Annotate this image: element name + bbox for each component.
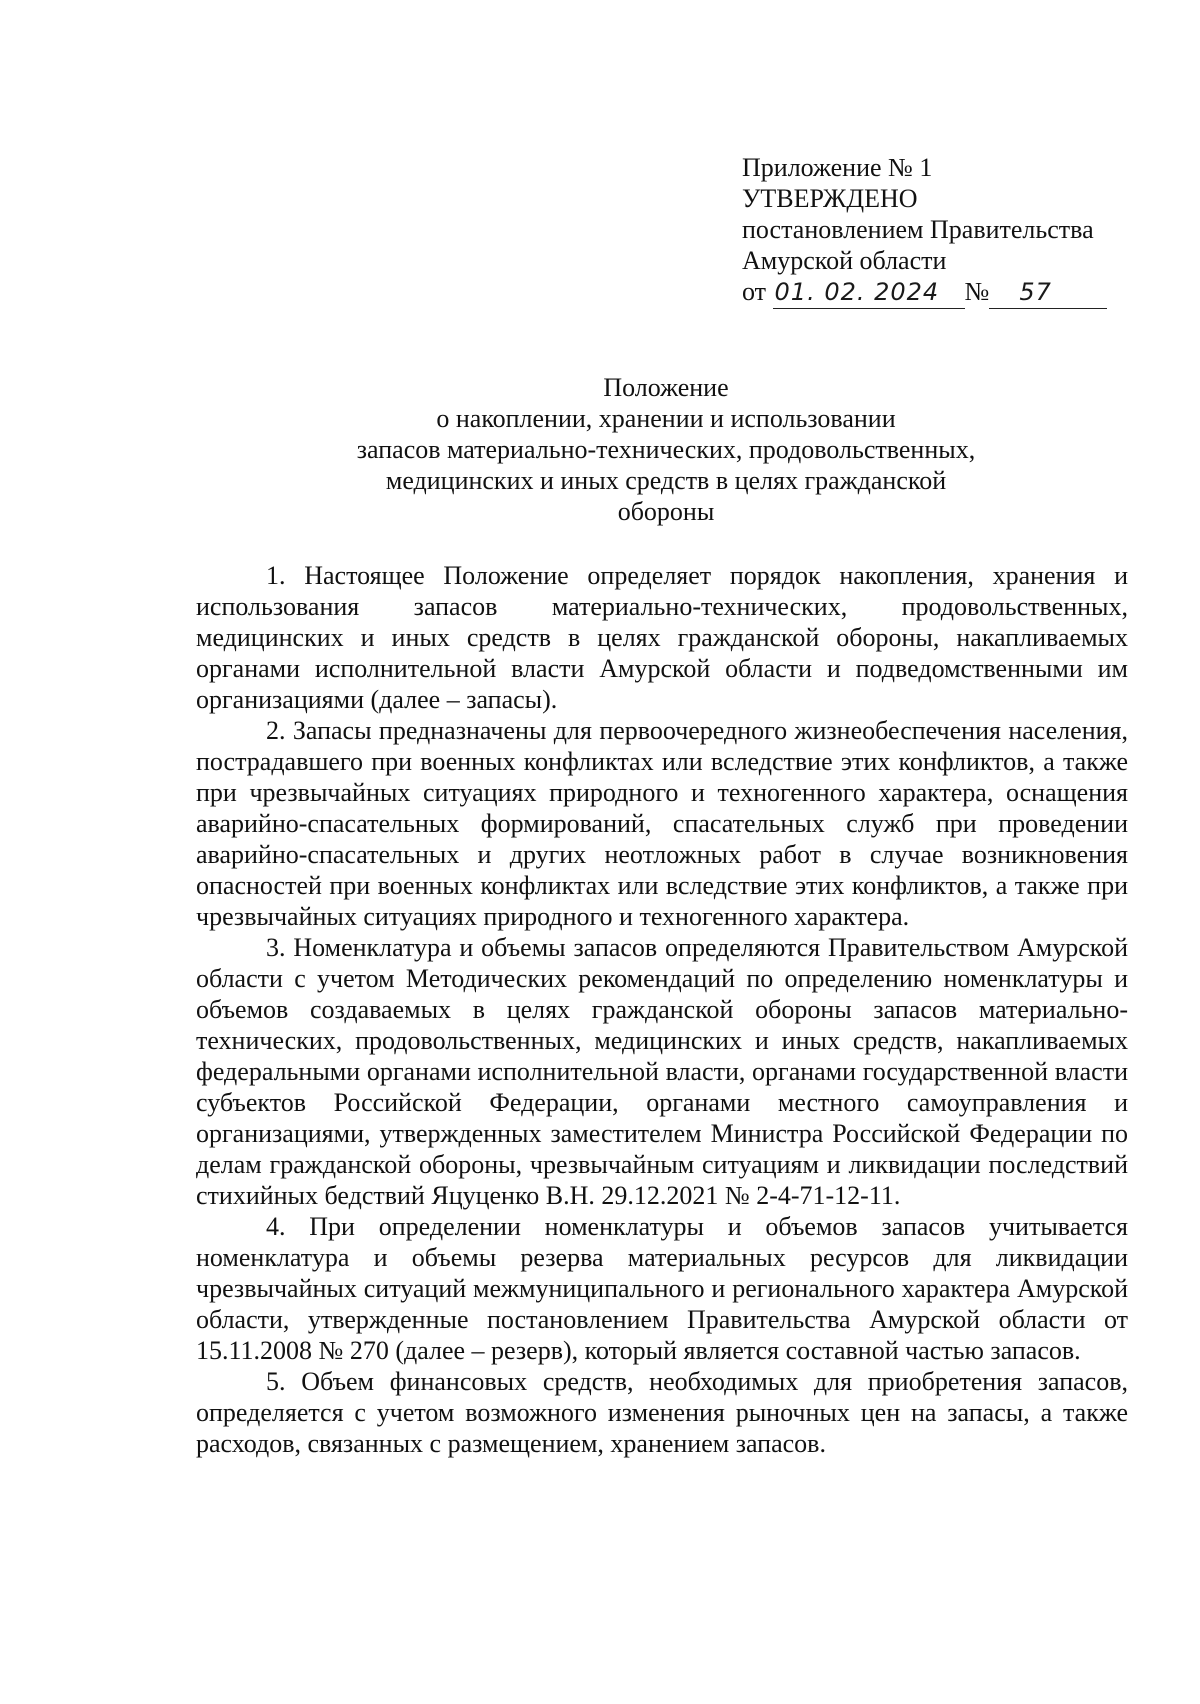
paragraph-5: 5. Объем финансовых средств, необходимых для приобретения запасов, определяется с учетом возможного изменения рыночных цен на запасы, а также расходов, связанных с размещением, хранением запасов. [196, 1367, 1128, 1458]
title-line-4: медицинских и иных средств в целях гражданской [385, 466, 947, 495]
number-prefix: № [964, 277, 990, 306]
date-prefix: от [742, 277, 767, 306]
number-field [989, 276, 1107, 309]
title-line-3: запасов материально-технических, продовольственных, [356, 435, 976, 464]
date-number-line [742, 276, 1122, 309]
paragraph-2: 2. Запасы предназначены для первоочередного жизнеобеспечения населения, пострадавшего при военных конфликтах или вследствие этих конфликтов, а также при чрезвычайных ситуациях природного и техногенного характера, оснащения аварийно-спасательных формирований, спасательных служб при проведении аварийно-спасательных и других неотложных работ в случае возникновения опасностей при военных конфликтах или вследствие этих конфликтов, а также при чрезвычайных ситуациях природного и техногенного характера. [196, 716, 1128, 931]
date-field [773, 276, 965, 309]
paragraph-4: 4. При определении номенклатуры и объемов запасов учитывается номенклатура и объемы резерва материальных ресурсов для ликвидации чрезвычайных ситуаций межмуниципального и регионального характера Амурской области, утвержденные постановлением Правительства Амурской области от 15.11.2008 № 270 (далее – резерв), который является составной частью запасов. [196, 1212, 1128, 1365]
region-label: Амурской области [742, 246, 947, 275]
decree-label: постановлением Правительства [742, 215, 1094, 244]
paragraph-1: 1. Настоящее Положение определяет порядок накопления, хранения и использования запасов материально-технических, продовольственных, медицинских и иных средств в целях гражданской обороны, накапливаемых органами исполнительной власти Амурской области и подведомственными им организациями (далее – запасы). [196, 561, 1128, 714]
document-title [196, 372, 1136, 527]
title-line-5: обороны [617, 497, 715, 526]
title-line-1: Положение [603, 373, 729, 402]
document-body [196, 560, 1128, 1459]
handwritten-date: 01. 02. 2024 [774, 278, 940, 306]
handwritten-number: 57 [1019, 278, 1052, 306]
title-line-2: о накоплении, хранении и использовании [436, 404, 896, 433]
annex-label: Приложение № 1 [742, 153, 933, 182]
paragraph-3: 3. Номенклатура и объемы запасов определяются Правительством Амурской области с учетом Методических рекомендаций по определению номенклатуры и объемов создаваемых в целях гражданской обороны запасов материально-технических, продовольственных, медицинских и иных средств, накапливаемых федеральными органами исполнительной власти, органами государственной власти субъектов Российской Федерации, органами местного самоуправления и организациями, утвержденных заместителем Министра Российской Федерации по делам гражданской обороны, чрезвычайным ситуациям и ликвидации последствий стихийных бедствий Яцуценко В.Н. 29.12.2021 № 2-4-71-12-11. [196, 933, 1128, 1210]
approved-label: УТВЕРЖДЕНО [742, 184, 918, 213]
approval-stamp-block [742, 152, 1122, 309]
